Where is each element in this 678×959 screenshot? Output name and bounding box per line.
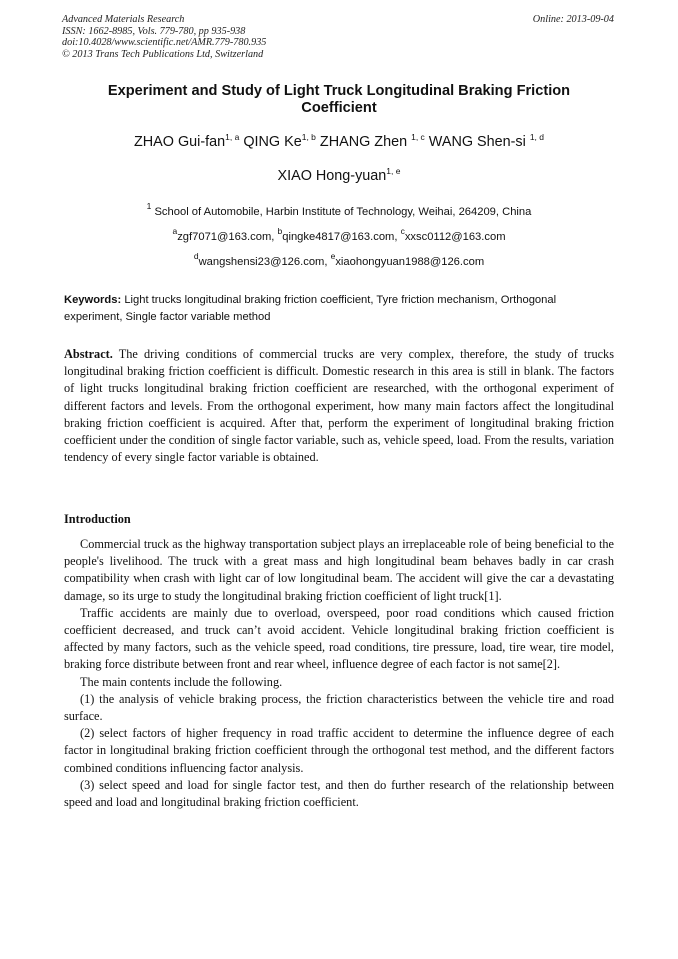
email-line-2: [40, 251, 638, 269]
abstract-text: The driving conditions of commercial trucks are very complex, therefore, the study of trucks longitudinal braking friction coefficient is difficult. Domestic research in this area is still in blank. The factors of light trucks longitudinal braking friction coefficient are researched, with the orthogonal experiment of different factors and levels. From the orthogonal experiment, how many main factors affect the longitudinal braking friction coefficient is acquired. After that, perform the experiment of longitudinal braking friction coefficient under the condition of single factor variable, such as, vehicle speed, load. From the results, variation tendency of every single factor variable is obtained.: [64, 347, 614, 465]
email-address: qingke4817@163.com,: [282, 231, 398, 243]
section-heading-introduction: Introduction: [64, 512, 131, 526]
affiliation-sup: 1: [146, 201, 152, 211]
keywords: [64, 292, 616, 326]
online-date: Online: 2013-09-04: [532, 14, 614, 25]
journal-name: Advanced Materials Research: [62, 14, 185, 25]
affiliation: [40, 201, 638, 219]
copyright-line: © 2013 Trans Tech Publications Ltd, Switzerland: [62, 48, 264, 60]
intro-paragraph: Traffic accidents are mainly due to overload, overspeed, poor road conditions which caused friction coefficient decreased, and truck can’t avoid accident. Vehicle longitudinal braking friction coefficient is affected by many factors, such as the vehicle speed, road conditions, tire pressure, load, tire wear, tire model, braking force distribute between front and rear wheel, influence degree of each factor is not same[2].: [64, 605, 614, 672]
abstract-label: Abstract.: [64, 347, 113, 361]
intro-paragraph: (3) select speed and load for single factor test, and then do further research of the relationship between speed and load and longitudinal braking friction coefficient.: [64, 777, 614, 810]
intro-paragraph: (1) the analysis of vehicle braking process, the friction characteristics between the vehicle tire and road surface.: [64, 691, 614, 724]
email-sup: b: [277, 226, 283, 236]
email-address: zgf7071@163.com,: [177, 231, 275, 243]
email-sup: c: [400, 226, 405, 236]
author-name: QING Ke: [243, 134, 302, 150]
affiliation-text: School of Automobile, Harbin Institute of Technology, Weihai, 264209, China: [154, 206, 532, 218]
author-name: ZHAO Gui-fan: [133, 134, 226, 150]
author-name: XIAO Hong-yuan: [277, 168, 387, 184]
email-address: wangshensi23@126.com,: [198, 256, 328, 268]
author-sup: 1, b: [301, 132, 316, 142]
intro-paragraph: (2) select factors of higher frequency in road traffic accident to determine the influence degree of each factor in longitudinal braking friction coefficient through the orthogonal test method, and the different factors combined conditions influencing factor analysis.: [64, 726, 614, 775]
email-sup: d: [193, 251, 199, 261]
email-line-1: [40, 226, 638, 244]
author-name: ZHANG Zhen: [319, 134, 408, 150]
keywords-label: Keywords:: [64, 294, 122, 306]
abstract: [64, 346, 614, 466]
introduction-body: [64, 536, 614, 811]
keywords-text: Light trucks longitudinal braking friction coefficient, Tyre friction mechanism, Orthogonal experiment, Single factor variable method: [64, 294, 557, 323]
author-sup: 1, e: [386, 166, 401, 176]
issn-line: ISSN: 1662-8985, Vols. 779-780, pp 935-938: [62, 25, 246, 37]
doi-line: doi:10.4028/www.scientific.net/AMR.779-780.935: [62, 37, 267, 49]
author-name: WANG Shen-si: [428, 134, 526, 150]
journal-header: [62, 14, 266, 60]
author-sup: 1, d: [529, 132, 545, 142]
intro-paragraph: The main contents include the following.: [80, 674, 283, 689]
email-sup: e: [330, 251, 336, 261]
paper-title: Experiment and Study of Light Truck Longitudinal Braking Friction Coefficient: [107, 83, 571, 116]
author-sup: 1, c: [411, 132, 425, 142]
email-address: xxsc0112@163.com: [404, 231, 506, 243]
author-line-1: [40, 133, 638, 151]
author-line-2: [40, 167, 638, 185]
email-address: xiaohongyuan1988@126.com: [335, 256, 485, 268]
email-sup: a: [172, 226, 178, 236]
author-sup: 1, a: [225, 132, 240, 142]
intro-paragraph: Commercial truck as the highway transportation subject plays an irreplaceable role of being beneficial to the people's livelihood. The truck with a great mass and high longitudinal beam behaves badly in car crash compatibility when crash with light car of low longitudinal beam. The accident will give the car a devastating damage, so its urge to study the longitudinal braking friction coefficient of light truck[1].: [64, 537, 614, 603]
